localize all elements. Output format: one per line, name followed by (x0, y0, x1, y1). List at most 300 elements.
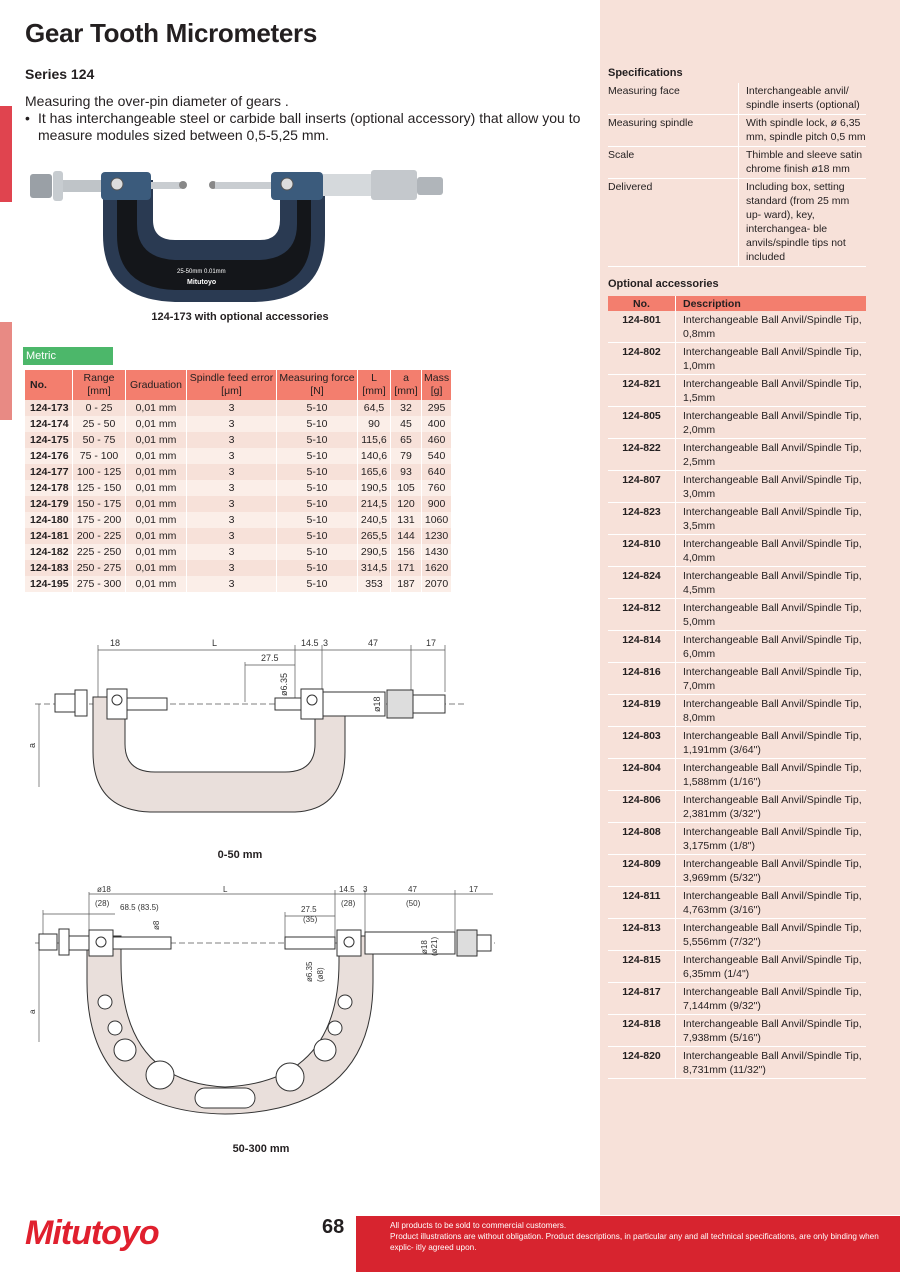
table-cell: 171 (391, 560, 422, 576)
accessory-row (608, 727, 866, 759)
col-range-l2: [mm] (87, 385, 111, 397)
accessory-desc-line: Interchangeable Ball Anvil/Spindle Tip, (683, 762, 862, 774)
col-spindle-l1: Spindle feed error (189, 372, 274, 384)
table-cell: 75 - 100 (73, 448, 126, 464)
spec-value: Including box, setting standard (from 25 mm up- ward), key, interchangea- ble anvils/spindle tips not included (739, 179, 867, 267)
accessory-desc-size: 8,731mm (11/32") (683, 1064, 766, 1076)
table-cell: 0 - 25 (73, 400, 126, 416)
table-cell: 3 (187, 512, 277, 528)
edge-tab (0, 322, 12, 420)
accessory-desc-size: 6,35mm (1/4") (683, 968, 750, 980)
table-cell: 124-177 (25, 464, 73, 480)
table-cell: 156 (391, 544, 422, 560)
diagram-50-300 (25, 882, 505, 1140)
accessory-desc-line: Interchangeable Ball Anvil/Spindle Tip, (683, 346, 862, 358)
accessory-desc-line: Interchangeable Ball Anvil/Spindle Tip, (683, 474, 862, 486)
dim-14-5: 14.5 (301, 638, 319, 648)
dim-28b: (28) (341, 899, 356, 908)
table-cell: 3 (187, 528, 277, 544)
accessory-desc (676, 311, 867, 343)
accessory-desc-size: 6,0mm (683, 648, 716, 660)
accessory-desc-size: 5,0mm (683, 616, 716, 628)
dim-17: 17 (469, 885, 478, 894)
table-row (25, 448, 452, 464)
table-cell: 295 (422, 400, 452, 416)
col-spindle-l2: [μm] (221, 385, 242, 397)
col-mass-l1: Mass (424, 372, 450, 384)
accessory-row (608, 1047, 866, 1079)
accessory-no: 124-802 (608, 343, 676, 375)
col-mass (422, 370, 452, 400)
accessory-desc-size: 5,556mm (7/32") (683, 936, 761, 948)
specs-title: Specifications (608, 67, 683, 79)
col-acc-desc: Description (676, 296, 867, 311)
accessory-desc-line: Interchangeable Ball Anvil/Spindle Tip, (683, 666, 862, 678)
accessory-row (608, 311, 866, 343)
dim-17: 17 (426, 638, 437, 648)
dim-68-5: 68.5 (83.5) (120, 903, 159, 912)
accessory-desc-size: 4,763mm (3/16") (683, 904, 761, 916)
accessory-desc-line: Interchangeable Ball Anvil/Spindle Tip, (683, 954, 862, 966)
spec-key: Scale (608, 147, 739, 179)
accessory-row (608, 919, 866, 951)
table-cell: 3 (187, 432, 277, 448)
table-cell: 3 (187, 544, 277, 560)
accessory-desc (676, 983, 867, 1015)
col-range (73, 370, 126, 400)
footer-note-1: All products to be sold to commercial customers. (390, 1221, 567, 1230)
table-row (25, 544, 452, 560)
col-force (277, 370, 358, 400)
accessory-desc (676, 663, 867, 695)
dim-27-5: 27.5 (261, 653, 279, 663)
table-cell: 124-176 (25, 448, 73, 464)
dim-L: L (223, 885, 228, 894)
accessory-desc-size: 8,0mm (683, 712, 716, 724)
accessory-desc (676, 503, 867, 535)
accessory-desc-size: 1,5mm (683, 392, 716, 404)
accessory-desc-line: Interchangeable Ball Anvil/Spindle Tip, (683, 538, 862, 550)
table-cell: 353 (358, 576, 391, 592)
table-cell: 0,01 mm (126, 544, 187, 560)
accessory-desc-line: Interchangeable Ball Anvil/Spindle Tip, (683, 378, 862, 390)
diagram2-caption: 50-300 mm (232, 1143, 290, 1155)
table-cell: 65 (391, 432, 422, 448)
dim-35: (35) (303, 915, 318, 924)
accessory-desc (676, 823, 867, 855)
accessory-desc-line: Interchangeable Ball Anvil/Spindle Tip, (683, 794, 862, 806)
accessory-desc-line: Interchangeable Ball Anvil/Spindle Tip, (683, 506, 862, 518)
dim-18b: ø18 (372, 696, 382, 712)
accessory-desc-size: 3,0mm (683, 488, 716, 500)
accessory-no: 124-812 (608, 599, 676, 631)
accessory-no: 124-804 (608, 759, 676, 791)
accessory-desc-line: Interchangeable Ball Anvil/Spindle Tip, (683, 570, 862, 582)
table-cell: 5-10 (277, 464, 358, 480)
accessory-desc (676, 919, 867, 951)
table-cell: 115,6 (358, 432, 391, 448)
accessory-no: 124-809 (608, 855, 676, 887)
spec-row (608, 115, 866, 147)
table-cell: 0,01 mm (126, 528, 187, 544)
table-row (25, 432, 452, 448)
table-cell: 1430 (422, 544, 452, 560)
table-cell: 3 (187, 400, 277, 416)
accessory-no: 124-803 (608, 727, 676, 759)
spec-row (608, 147, 866, 179)
dim-50: (50) (406, 899, 421, 908)
dim-21: (ø21) (430, 936, 439, 956)
footer-note-2: Product illustrations are without obligation. Product descriptions, in particular any and all technical specifications, are only binding when explic- itly agreed upon. (390, 1232, 879, 1252)
accessory-desc-size: 1,0mm (683, 360, 716, 372)
accessory-desc-size: 3,969mm (5/32") (683, 872, 761, 884)
specs-table (608, 83, 866, 267)
accessories-title: Optional accessories (608, 278, 719, 290)
accessory-row (608, 439, 866, 471)
sleeve (323, 174, 373, 196)
thimble (371, 170, 417, 200)
table-cell: 0,01 mm (126, 480, 187, 496)
col-graduation: Graduation (126, 370, 187, 400)
accessory-desc-size: 2,0mm (683, 424, 716, 436)
accessory-desc-line: Interchangeable Ball Anvil/Spindle Tip, (683, 986, 862, 998)
accessory-no: 124-817 (608, 983, 676, 1015)
accessory-desc-size: 3,175mm (1/8") (683, 840, 756, 852)
dim-635: ø6.35 (279, 672, 289, 696)
edge-tab (0, 106, 12, 202)
table-cell: 640 (422, 464, 452, 480)
table-row (25, 576, 452, 592)
table-cell: 760 (422, 480, 452, 496)
accessory-no: 124-814 (608, 631, 676, 663)
accessory-row (608, 599, 866, 631)
accessory-desc-line: Interchangeable Ball Anvil/Spindle Tip, (683, 314, 862, 326)
accessory-row (608, 759, 866, 791)
accessory-row (608, 695, 866, 727)
dim-18c: ø18 (420, 940, 429, 954)
spec-value: Interchangeable anvil/ spindle inserts (optional) (739, 83, 867, 115)
accessories-header (608, 296, 866, 311)
accessory-no: 124-820 (608, 1047, 676, 1079)
accessory-row (608, 343, 866, 375)
table-cell: 265,5 (358, 528, 391, 544)
accessory-desc (676, 567, 867, 599)
table-cell: 144 (391, 528, 422, 544)
accessory-row (608, 791, 866, 823)
table-cell: 225 - 250 (73, 544, 126, 560)
dim-3: 3 (323, 638, 329, 648)
accessory-desc-line: Interchangeable Ball Anvil/Spindle Tip, (683, 602, 862, 614)
accessory-desc (676, 855, 867, 887)
accessory-row (608, 375, 866, 407)
page-title: Gear Tooth Micrometers (25, 18, 317, 48)
table-row (25, 400, 452, 416)
dim-14-5: 14.5 (339, 885, 355, 894)
table-row (25, 528, 452, 544)
table-cell: 5-10 (277, 528, 358, 544)
accessories-table (608, 296, 866, 1079)
brand-logo: Mitutoyo (25, 1214, 159, 1252)
footer-note (356, 1216, 900, 1272)
accessory-desc-line: Interchangeable Ball Anvil/Spindle Tip, (683, 730, 862, 742)
accessory-desc-line: Interchangeable Ball Anvil/Spindle Tip, (683, 890, 862, 902)
table-cell: 64,5 (358, 400, 391, 416)
table-cell: 314,5 (358, 560, 391, 576)
table-cell: 124-182 (25, 544, 73, 560)
table-cell: 3 (187, 496, 277, 512)
table-cell: 240,5 (358, 512, 391, 528)
col-range-l1: Range (83, 372, 115, 384)
table-cell: 32 (391, 400, 422, 416)
accessory-desc-size: 7,0mm (683, 680, 716, 692)
page-number: 68 (322, 1216, 345, 1238)
spec-key: Measuring spindle (608, 115, 739, 147)
dim-a: a (27, 742, 37, 748)
accessory-row (608, 887, 866, 919)
col-L (358, 370, 391, 400)
accessory-no: 124-818 (608, 1015, 676, 1047)
accessory-no: 124-810 (608, 535, 676, 567)
table-cell: 250 - 275 (73, 560, 126, 576)
accessory-desc (676, 951, 867, 983)
table-cell: 0,01 mm (126, 400, 187, 416)
accessory-no: 124-815 (608, 951, 676, 983)
accessory-row (608, 471, 866, 503)
table-cell: 140,6 (358, 448, 391, 464)
table-row (25, 496, 452, 512)
intro-text (25, 93, 585, 144)
table-cell: 165,6 (358, 464, 391, 480)
accessory-desc-line: Interchangeable Ball Anvil/Spindle Tip, (683, 410, 862, 422)
spec-value: Thimble and sleeve satin chrome finish ø18 mm (739, 147, 867, 179)
table-cell: 5-10 (277, 416, 358, 432)
accessory-desc-line: Interchangeable Ball Anvil/Spindle Tip, (683, 922, 862, 934)
spec-key: Delivered (608, 179, 739, 267)
dim-8b: (ø8) (316, 967, 325, 982)
table-cell: 5-10 (277, 576, 358, 592)
table-cell: 400 (422, 416, 452, 432)
accessory-desc-size: 7,938mm (5/16") (683, 1032, 761, 1044)
accessory-desc (676, 727, 867, 759)
dim-27-5: 27.5 (301, 905, 317, 914)
table-cell: 3 (187, 480, 277, 496)
accessory-desc (676, 471, 867, 503)
accessory-no: 124-821 (608, 375, 676, 407)
table-cell: 124-183 (25, 560, 73, 576)
accessory-no: 124-816 (608, 663, 676, 695)
table-cell: 50 - 75 (73, 432, 126, 448)
accessory-desc-line: Interchangeable Ball Anvil/Spindle Tip, (683, 1018, 862, 1030)
dim-18: ø18 (97, 885, 111, 894)
accessory-row (608, 983, 866, 1015)
table-cell: 540 (422, 448, 452, 464)
col-L-l1: L (371, 372, 377, 384)
spec-key: Measuring face (608, 83, 739, 115)
accessory-row (608, 567, 866, 599)
table-cell: 0,01 mm (126, 560, 187, 576)
accessory-row (608, 855, 866, 887)
table-cell: 124-180 (25, 512, 73, 528)
accessory-no: 124-806 (608, 791, 676, 823)
table-cell: 0,01 mm (126, 432, 187, 448)
accessory-no: 124-808 (608, 823, 676, 855)
table-cell: 290,5 (358, 544, 391, 560)
accessory-desc-size: 4,5mm (683, 584, 716, 596)
accessory-no: 124-801 (608, 311, 676, 343)
dim-28: (28) (95, 899, 110, 908)
table-cell: 1060 (422, 512, 452, 528)
frame-marking: 25-50mm 0.01mm (177, 269, 226, 275)
spec-row (608, 179, 866, 267)
table-row (25, 480, 452, 496)
dim-635: ø6.35 (305, 961, 314, 982)
spec-value: With spindle lock, ø 6,35 mm, spindle pitch 0,5 mm (739, 115, 867, 147)
table-cell: 5-10 (277, 512, 358, 528)
table-cell: 124-175 (25, 432, 73, 448)
accessory-row (608, 951, 866, 983)
table-row (25, 512, 452, 528)
table-cell: 214,5 (358, 496, 391, 512)
table-cell: 124-181 (25, 528, 73, 544)
accessory-desc-size: 3,5mm (683, 520, 716, 532)
accessory-desc-line: Interchangeable Ball Anvil/Spindle Tip, (683, 826, 862, 838)
accessory-desc-size: 2,381mm (3/32") (683, 808, 761, 820)
col-a (391, 370, 422, 400)
col-L-l2: [mm] (362, 385, 386, 397)
table-cell: 2070 (422, 576, 452, 592)
accessory-no: 124-824 (608, 567, 676, 599)
accessory-desc-size: 4,0mm (683, 552, 716, 564)
table-cell: 275 - 300 (73, 576, 126, 592)
table-cell: 124-178 (25, 480, 73, 496)
diagram-0-50 (25, 632, 475, 847)
table-cell: 90 (358, 416, 391, 432)
accessory-no: 124-823 (608, 503, 676, 535)
accessory-desc-size: 0,8mm (683, 328, 716, 340)
table-cell: 460 (422, 432, 452, 448)
table-cell: 175 - 200 (73, 512, 126, 528)
accessory-desc-size: 7,144mm (9/32") (683, 1000, 761, 1012)
accessory-desc (676, 695, 867, 727)
accessory-desc-line: Interchangeable Ball Anvil/Spindle Tip, (683, 698, 862, 710)
dim-47: 47 (408, 885, 417, 894)
table-header (25, 370, 452, 400)
accessory-desc (676, 439, 867, 471)
series-label: Series 124 (25, 66, 95, 82)
table-cell: 0,01 mm (126, 496, 187, 512)
col-acc-no: No. (608, 296, 676, 311)
table-cell: 5-10 (277, 496, 358, 512)
dim-18: 18 (110, 638, 121, 648)
table-cell: 0,01 mm (126, 576, 187, 592)
accessory-row (608, 503, 866, 535)
table-cell: 120 (391, 496, 422, 512)
table-cell: 3 (187, 448, 277, 464)
bullet-text: It has interchangeable steel or carbide ball inserts (optional accessory) that allow you to measure modules sized between 0,5-5,25 mm. (38, 110, 581, 143)
table-cell: 0,01 mm (126, 448, 187, 464)
table-cell: 93 (391, 464, 422, 480)
dim-a: a (28, 1009, 37, 1014)
col-mass-l2: [g] (430, 385, 443, 397)
accessory-row (608, 663, 866, 695)
accessory-desc (676, 535, 867, 567)
table-cell: 1620 (422, 560, 452, 576)
accessory-row (608, 1015, 866, 1047)
diagram1-caption: 0-50 mm (217, 849, 263, 861)
accessory-no: 124-822 (608, 439, 676, 471)
accessory-desc (676, 759, 867, 791)
product-table (25, 370, 452, 592)
accessory-row (608, 407, 866, 439)
accessory-no: 124-807 (608, 471, 676, 503)
table-cell: 125 - 150 (73, 480, 126, 496)
table-cell: 124-173 (25, 400, 73, 416)
accessory-desc-size: 1,191mm (3/64") (683, 744, 761, 756)
table-cell: 5-10 (277, 448, 358, 464)
accessory-desc-line: Interchangeable Ball Anvil/Spindle Tip, (683, 1050, 862, 1062)
accessory-desc (676, 343, 867, 375)
table-cell: 187 (391, 576, 422, 592)
table-cell: 200 - 225 (73, 528, 126, 544)
accessory-no: 124-819 (608, 695, 676, 727)
accessory-desc (676, 375, 867, 407)
accessory-no: 124-811 (608, 887, 676, 919)
table-cell: 3 (187, 576, 277, 592)
accessory-row (608, 631, 866, 663)
col-force-l2: [N] (310, 385, 324, 397)
accessory-no: 124-805 (608, 407, 676, 439)
table-cell: 0,01 mm (126, 464, 187, 480)
product-photo (25, 160, 455, 310)
table-cell: 3 (187, 464, 277, 480)
table-cell: 5-10 (277, 480, 358, 496)
col-a-l2: [mm] (394, 385, 418, 397)
table-cell: 190,5 (358, 480, 391, 496)
photo-caption: 124-173 with optional accessories (151, 311, 329, 323)
accessory-desc (676, 1015, 867, 1047)
table-cell: 3 (187, 560, 277, 576)
accessory-desc-line: Interchangeable Ball Anvil/Spindle Tip, (683, 442, 862, 454)
col-spindle (187, 370, 277, 400)
table-row (25, 464, 452, 480)
col-force-l1: Measuring force (279, 372, 355, 384)
table-cell: 5-10 (277, 560, 358, 576)
table-cell: 105 (391, 480, 422, 496)
table-cell: 150 - 175 (73, 496, 126, 512)
accessory-no: 124-813 (608, 919, 676, 951)
table-cell: 1230 (422, 528, 452, 544)
table-cell: 3 (187, 416, 277, 432)
table-cell: 900 (422, 496, 452, 512)
dim-L: L (212, 638, 218, 648)
table-cell: 124-174 (25, 416, 73, 432)
table-row (25, 560, 452, 576)
table-cell: 45 (391, 416, 422, 432)
col-no: No. (25, 370, 73, 400)
table-cell: 131 (391, 512, 422, 528)
table-cell: 79 (391, 448, 422, 464)
table-row (25, 416, 452, 432)
table-cell: 0,01 mm (126, 512, 187, 528)
accessory-desc-line: Interchangeable Ball Anvil/Spindle Tip, (683, 858, 862, 870)
col-a-l1: a (403, 372, 409, 384)
metric-tag: Metric (23, 347, 113, 365)
accessory-desc (676, 887, 867, 919)
table-cell: 124-179 (25, 496, 73, 512)
table-cell: 5-10 (277, 544, 358, 560)
table-cell: 124-195 (25, 576, 73, 592)
dim-8: ø8 (152, 920, 161, 930)
